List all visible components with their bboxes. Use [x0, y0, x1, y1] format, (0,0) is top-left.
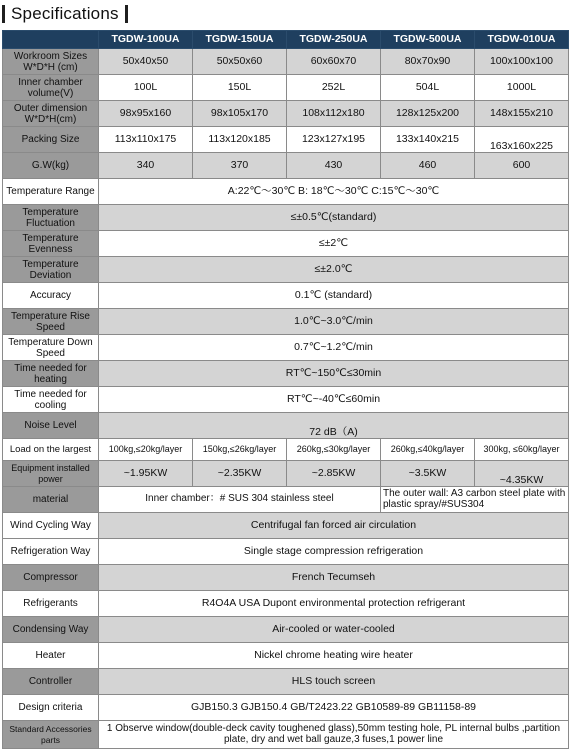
cell-value: 260kg,≤30kg/layer: [287, 439, 381, 461]
row-label: Wind Cycling Way: [3, 513, 99, 539]
cell-value: RT℃~150℃≤30min: [99, 361, 569, 387]
cell-value: 133x140x215: [381, 127, 475, 153]
row-label: Temperature Rise Speed: [3, 309, 99, 335]
table-row: [3, 721, 569, 749]
cell-value: 72 dB（A): [99, 413, 569, 439]
cell-value: 100x100x100: [475, 49, 569, 75]
cell-value: R4O4A USA Dupont environmental protection refrigerant: [99, 591, 569, 617]
cell-value: 148x155x210: [475, 101, 569, 127]
table-row: [3, 49, 569, 75]
table-row: [3, 413, 569, 439]
cell-value: 0.1℃ (standard): [99, 283, 569, 309]
cell-value: ~4.35KW: [475, 461, 569, 487]
heading-title: Specifications: [11, 4, 119, 23]
cell-value: 98x105x170: [193, 101, 287, 127]
cell-value: 98x95x160: [99, 101, 193, 127]
row-label: G.W(kg): [3, 153, 99, 179]
cell-value: 430: [287, 153, 381, 179]
row-label: Standard Accessories parts: [3, 721, 99, 749]
cell-value: 1000L: [475, 75, 569, 101]
table-row: [3, 361, 569, 387]
cell-value: ≤±0.5℃(standard): [99, 205, 569, 231]
row-label: Refrigerants: [3, 591, 99, 617]
cell-value: ~3.5KW: [381, 461, 475, 487]
cell-value: 252L: [287, 75, 381, 101]
table-header-row: [3, 31, 569, 49]
table-row: [3, 387, 569, 413]
table-row: [3, 205, 569, 231]
table-row: [3, 257, 569, 283]
table-row: [3, 127, 569, 153]
cell-value: 50x50x60: [193, 49, 287, 75]
row-label: Refrigeration Way: [3, 539, 99, 565]
cell-value: 1 Observe window(double-deck cavity toughened glass),50mm testing hole, PL internal bulbs ,partition plate, dry and wet ball gauze,3 fuses,1 power line: [99, 721, 569, 749]
cell-value: RT℃~-40℃≤60min: [99, 387, 569, 413]
header-model: TGDW-150UA: [193, 31, 287, 49]
heading-bar-right: [125, 5, 128, 23]
table-row: [3, 231, 569, 257]
table-row: [3, 283, 569, 309]
heading-bar-left: [2, 5, 5, 23]
cell-value: 300kg, ≤60kg/layer: [475, 439, 569, 461]
cell-value: Single stage compression refrigeration: [99, 539, 569, 565]
cell-value: Nickel chrome heating wire heater: [99, 643, 569, 669]
row-label: Time needed for heating: [3, 361, 99, 387]
row-label: Temperature Down Speed: [3, 335, 99, 361]
row-label: Equipment installed power: [3, 461, 99, 487]
row-label: Packing Size: [3, 127, 99, 153]
spec-table: [2, 30, 569, 749]
cell-value: 504L: [381, 75, 475, 101]
cell-value: ~2.35KW: [193, 461, 287, 487]
table-row: [3, 539, 569, 565]
table-row: [3, 643, 569, 669]
cell-value: 150L: [193, 75, 287, 101]
row-label: Condensing Way: [3, 617, 99, 643]
cell-value: 1.0℃~3.0℃/min: [99, 309, 569, 335]
cell-value: 60x60x70: [287, 49, 381, 75]
cell-value: HLS touch screen: [99, 669, 569, 695]
table-row: [3, 75, 569, 101]
material-inner-cell: Inner chamber：# SUS 304 stainless steel: [99, 487, 381, 513]
cell-value: 460: [381, 153, 475, 179]
cell-value: 340: [99, 153, 193, 179]
row-label: Workroom Sizes W*D*H (cm): [3, 49, 99, 75]
table-row: [3, 591, 569, 617]
table-row: [3, 513, 569, 539]
header-model: TGDW-500UA: [381, 31, 475, 49]
cell-value: ≤±2℃: [99, 231, 569, 257]
header-model: TGDW-100UA: [99, 31, 193, 49]
row-label: Load on the largest: [3, 439, 99, 461]
cell-value: 80x70x90: [381, 49, 475, 75]
table-row: [3, 695, 569, 721]
cell-value: Centrifugal fan forced air circulation: [99, 513, 569, 539]
cell-value: 0.7℃~1.2℃/min: [99, 335, 569, 361]
table-row: [3, 179, 569, 205]
row-label: Temperature Fluctuation: [3, 205, 99, 231]
row-label: Heater: [3, 643, 99, 669]
material-outer-cell: The outer wall: A3 carbon steel plate with plastic spray/#SUS304: [381, 487, 569, 513]
cell-value: 108x112x180: [287, 101, 381, 127]
cell-value: 150kg,≤26kg/layer: [193, 439, 287, 461]
table-row: [3, 669, 569, 695]
cell-value: 113x110x175: [99, 127, 193, 153]
row-label: Inner chamber volume(V): [3, 75, 99, 101]
cell-value: ≤±2.0℃: [99, 257, 569, 283]
cell-value: Air-cooled or water-cooled: [99, 617, 569, 643]
table-row: [3, 461, 569, 487]
table-row: [3, 487, 569, 513]
cell-value: 128x125x200: [381, 101, 475, 127]
table-row: [3, 617, 569, 643]
cell-value: 370: [193, 153, 287, 179]
cell-value: 163x160x225: [475, 127, 569, 153]
cell-value: 113x120x185: [193, 127, 287, 153]
cell-value: A:22℃～30℃ B: 18℃～30℃ C:15℃～30℃: [99, 179, 569, 205]
cell-value: 50x40x50: [99, 49, 193, 75]
header-model: TGDW-250UA: [287, 31, 381, 49]
table-row: [3, 439, 569, 461]
cell-value: 100kg,≤20kg/layer: [99, 439, 193, 461]
row-label: Design criteria: [3, 695, 99, 721]
cell-value: 600: [475, 153, 569, 179]
cell-value: 100L: [99, 75, 193, 101]
table-row: [3, 565, 569, 591]
cell-value: ~1.95KW: [99, 461, 193, 487]
row-label: Noise Level: [3, 413, 99, 439]
table-row: [3, 101, 569, 127]
row-label: Temperature Evenness: [3, 231, 99, 257]
cell-value: 260kg,≤40kg/layer: [381, 439, 475, 461]
row-label: Compressor: [3, 565, 99, 591]
cell-value: ~2.85KW: [287, 461, 381, 487]
row-label: Temperature Deviation: [3, 257, 99, 283]
header-model: TGDW-010UA: [475, 31, 569, 49]
section-heading: [2, 2, 128, 26]
cell-value: French Tecumseh: [99, 565, 569, 591]
row-label: Outer dimension W*D*H(cm): [3, 101, 99, 127]
row-label: Accuracy: [3, 283, 99, 309]
cell-value: 123x127x195: [287, 127, 381, 153]
row-label: Time needed for cooling: [3, 387, 99, 413]
table-row: [3, 309, 569, 335]
table-row: [3, 153, 569, 179]
table-row: [3, 335, 569, 361]
cell-value: GJB150.3 GJB150.4 GB/T2423.22 GB10589-89 GB11158-89: [99, 695, 569, 721]
row-label: material: [3, 487, 99, 513]
header-corner-cell: [3, 31, 99, 49]
row-label: Temperature Range: [3, 179, 99, 205]
row-label: Controller: [3, 669, 99, 695]
